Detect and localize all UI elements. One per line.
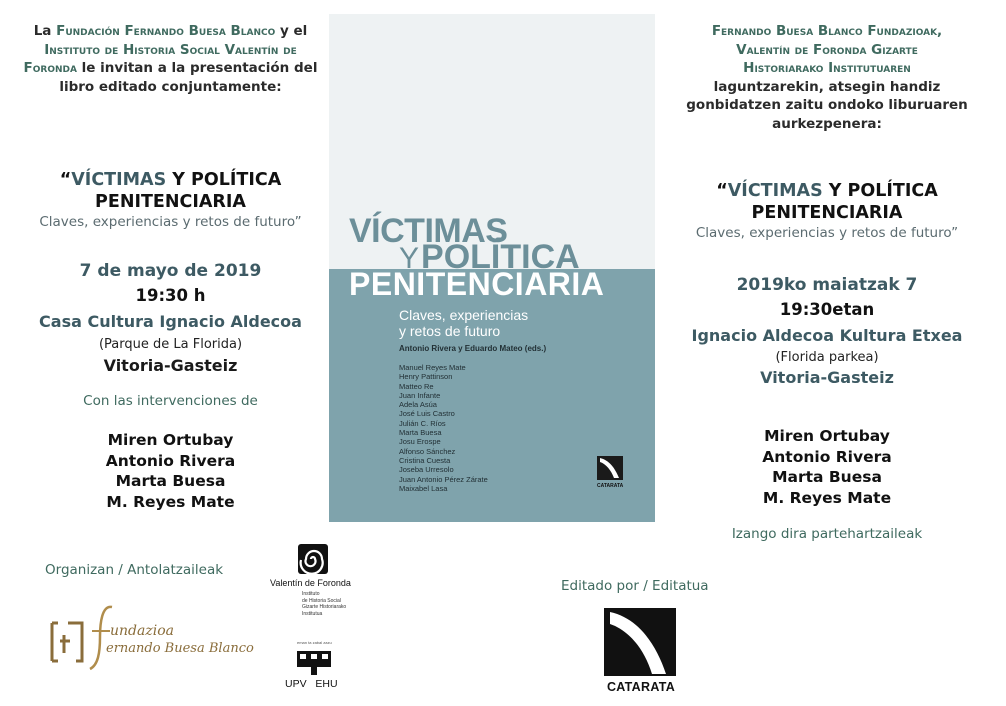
event-place-eu: Ignacio Aldecoa Kultura Etxea	[691, 326, 963, 345]
speaker: M. Reyes Mate	[106, 492, 235, 511]
title-victimas: VÍCTIMAS	[71, 170, 167, 190]
place-note-es: (Parque de La Florida)	[98, 337, 243, 352]
invite-part: le invitan a la presentación del libro editado conjuntamente:	[59, 60, 318, 95]
book-title-es	[18, 169, 323, 213]
speakers-es	[18, 430, 323, 512]
title-line2: PENITENCIARIA	[95, 192, 246, 212]
event-time-es: 19:30 h	[135, 286, 206, 305]
upv-ehu-tree-icon	[297, 647, 331, 675]
left-details	[18, 259, 323, 377]
ehu-text: EHU	[315, 678, 338, 690]
title-quote: “	[59, 170, 72, 190]
foronda-subtext	[302, 591, 346, 617]
cover-subtitle-1: Claves, experiencias	[399, 307, 529, 323]
speaker: Antonio Rivera	[762, 447, 892, 466]
title-line2: PENITENCIARIA	[751, 203, 903, 223]
invite-text-es	[18, 22, 323, 96]
title-rest: Y POLÍTICA	[822, 181, 938, 201]
contributor: Joseba Urresolo	[399, 465, 454, 475]
title-rest: Y POLÍTICA	[166, 170, 282, 190]
contributor: Cristina Cuesta	[399, 455, 451, 465]
book-subtitle-eu: Claves, experiencias y retos de futuro”	[695, 225, 959, 241]
upv-motto: eman ta zabal zazu	[297, 640, 332, 645]
edited-by-label: Editado por / Editatua	[561, 578, 709, 594]
right-details	[662, 273, 992, 389]
foronda-spiral-icon	[298, 544, 328, 574]
speaker: Marta Buesa	[115, 472, 226, 490]
book-cover	[329, 14, 655, 522]
catarata-logo-icon	[604, 608, 676, 676]
org-institutua: Valentín de Foronda Gizarte Historiarako Institutuaren	[736, 41, 918, 76]
city-es: Vitoria-Gasteiz	[103, 356, 238, 375]
book-subtitle-es: Claves, experiencias y retos de futuro”	[39, 214, 302, 230]
foronda-name: Valentín de Foronda	[270, 578, 351, 588]
speaker: Antonio Rivera	[105, 451, 236, 470]
cover-y: Y	[399, 242, 420, 275]
cover-publisher: CATARATA	[597, 483, 624, 489]
contributor: Maixabel Lasa	[399, 483, 448, 493]
speaker: Miren Ortubay	[764, 427, 890, 445]
foronda-sub-line: de Historia Social	[302, 597, 341, 604]
fundazioa-name-1: undazioa	[110, 623, 174, 639]
speaker: Miren Ortubay	[107, 431, 234, 449]
book-title-eu	[662, 180, 992, 224]
org-instituto: Instituto de Historia Social Valentín de Foronda	[23, 41, 297, 76]
invite-text-eu	[662, 22, 992, 133]
org-fundazioa: Fernando Buesa Blanco Fundazioak,	[711, 23, 943, 39]
event-place-es: Casa Cultura Ignacio Aldecoa	[39, 312, 302, 331]
event-date-es: 7 de mayo de 2019	[79, 261, 262, 281]
event-date-eu: 2019ko maiatzak 7	[736, 275, 918, 295]
contributor: Juan Antonio Pérez Zárate	[399, 474, 488, 484]
left-title-block	[18, 169, 323, 231]
right-column	[662, 22, 992, 133]
speaker: Marta Buesa	[772, 468, 882, 486]
left-interventions	[18, 393, 323, 409]
interventions-label: Con las intervenciones de	[83, 393, 258, 409]
catarata-mark-icon	[597, 456, 623, 480]
place-note-eu: (Florida parkea)	[775, 350, 879, 365]
catarata-logo	[604, 608, 678, 694]
cover-contributors	[399, 363, 488, 493]
contributor: Julián C. Ríos	[399, 418, 446, 428]
invite-rest-eu: laguntzarekin, atsegin handiz gonbidatzen zaitu ondoko liburuaren aurkezpenera:	[686, 78, 968, 132]
contributor: Josu Erospe	[399, 437, 441, 447]
title-victimas: VÍCTIMAS	[727, 181, 823, 201]
fundazioa-name-2: ernando Buesa Blanco	[106, 641, 254, 656]
cover-subtitle	[399, 307, 599, 339]
fundazioa-mark-icon	[48, 619, 88, 665]
contributor: Alfonso Sánchez	[399, 446, 456, 456]
event-time-eu: 19:30etan	[779, 300, 875, 319]
cover-catarata-logo	[597, 456, 624, 489]
foronda-sub-line: Gizarte Historiarako	[302, 604, 347, 610]
right-participants	[662, 526, 992, 542]
organizers-label: Organizan / Antolatzaileak	[45, 562, 224, 578]
foronda-sub-line: Instituto	[302, 591, 320, 597]
foronda-sub-line: Institutua	[302, 610, 323, 617]
fundazioa-logo	[48, 603, 253, 673]
catarata-logo-text: CATARATA	[606, 680, 676, 694]
contributor: José Luis Castro	[399, 409, 455, 419]
cover-politica: POLÍTICA	[421, 238, 580, 276]
contributor: Matteo Re	[399, 381, 434, 391]
city-eu: Vitoria-Gasteiz	[760, 368, 894, 387]
right-title-block	[662, 180, 992, 242]
org-fundacion: Fundación Fernando Buesa Blanco	[56, 23, 276, 39]
speaker: M. Reyes Mate	[762, 488, 892, 507]
cover-title-line3: PENITENCIARIA	[349, 266, 605, 302]
invite-part: La	[33, 23, 57, 39]
cover-subtitle-2: y retos de futuro	[399, 323, 501, 339]
contributor: Marta Buesa	[399, 428, 442, 438]
left-column	[18, 22, 323, 96]
cover-editors: Antonio Rivera y Eduardo Mateo (eds.)	[399, 344, 547, 353]
upv-text: UPV	[285, 678, 307, 690]
title-quote: “	[716, 181, 728, 201]
invite-part: y el	[275, 23, 308, 39]
contributor: Adela Asúa	[399, 400, 437, 410]
participants-label: Izango dira partehartzaileak	[731, 526, 923, 542]
contributor: Henry Pattinson	[399, 372, 453, 382]
cover-title-line1: VÍCTIMAS	[349, 212, 508, 250]
speakers-eu	[662, 426, 992, 508]
contributor: Juan Infante	[399, 390, 441, 400]
upv-ehu-text	[285, 678, 338, 690]
contributor: Manuel Reyes Mate	[399, 363, 466, 372]
